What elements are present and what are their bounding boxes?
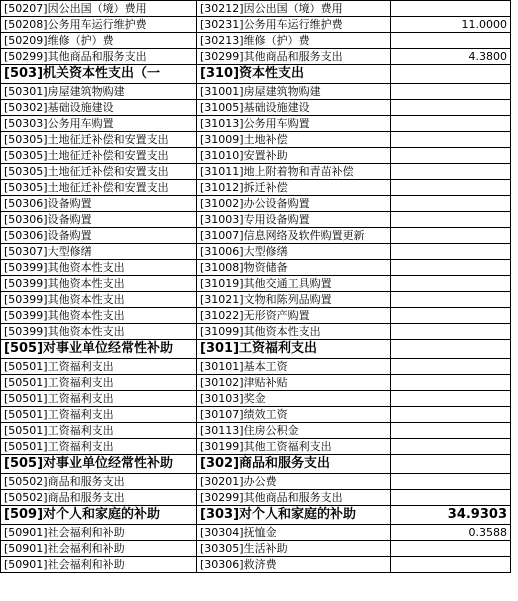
table-row xyxy=(1,17,511,33)
table-row xyxy=(1,100,511,116)
table-row xyxy=(1,260,511,276)
economic-class-cell[interactable]: [50399]其他资本性支出 xyxy=(1,308,197,324)
amount-cell[interactable] xyxy=(391,375,511,391)
category-header-row xyxy=(1,455,511,474)
table-row xyxy=(1,116,511,132)
amount-cell[interactable]: 34.9303 xyxy=(391,506,511,525)
economic-class-cell[interactable]: [50306]设备购置 xyxy=(1,212,197,228)
functional-class-cell[interactable]: [31009]土地补偿 xyxy=(197,132,391,148)
functional-class-cell[interactable]: [31008]物资储备 xyxy=(197,260,391,276)
amount-cell[interactable] xyxy=(391,541,511,557)
economic-class-cell[interactable]: [50305]土地征迁补偿和安置支出 xyxy=(1,164,197,180)
table-row xyxy=(1,292,511,308)
amount-cell[interactable]: 4.3800 xyxy=(391,49,511,65)
functional-class-cell[interactable]: [310]资本性支出 xyxy=(197,65,391,84)
economic-class-cell[interactable]: [50302]基础设施建设 xyxy=(1,100,197,116)
table-row xyxy=(1,196,511,212)
functional-class-cell[interactable]: [30213]维修（护）费 xyxy=(197,33,391,49)
table-row xyxy=(1,49,511,65)
functional-class-cell[interactable]: [31011]地上附着物和青苗补偿 xyxy=(197,164,391,180)
functional-class-cell[interactable]: [31003]专用设备购置 xyxy=(197,212,391,228)
functional-class-cell[interactable]: [31019]其他交通工具购置 xyxy=(197,276,391,292)
amount-cell[interactable] xyxy=(391,84,511,100)
amount-cell[interactable] xyxy=(391,276,511,292)
table-row xyxy=(1,132,511,148)
functional-class-cell[interactable]: [30107]绩效工资 xyxy=(197,407,391,423)
economic-class-cell[interactable]: [50901]社会福利和补助 xyxy=(1,557,197,573)
functional-class-cell[interactable]: [30212]因公出国（境）费用 xyxy=(197,1,391,17)
economic-class-cell[interactable]: [50208]公务用车运行维护费 xyxy=(1,17,197,33)
table-row xyxy=(1,308,511,324)
amount-cell[interactable] xyxy=(391,439,511,455)
economic-class-cell[interactable]: [50501]工资福利支出 xyxy=(1,407,197,423)
table-row xyxy=(1,541,511,557)
economic-class-cell[interactable]: [50501]工资福利支出 xyxy=(1,391,197,407)
category-header-row xyxy=(1,340,511,359)
economic-class-cell[interactable]: [50209]维修（护）费 xyxy=(1,33,197,49)
functional-class-cell[interactable]: [30231]公务用车运行维护费 xyxy=(197,17,391,33)
economic-class-cell[interactable]: [503]机关资本性支出（一 xyxy=(1,65,197,84)
economic-class-cell[interactable]: [50901]社会福利和补助 xyxy=(1,525,197,541)
economic-class-cell[interactable]: [50301]房屋建筑物购建 xyxy=(1,84,197,100)
table-row xyxy=(1,276,511,292)
table-row xyxy=(1,164,511,180)
functional-class-cell[interactable]: [31005]基础设施建设 xyxy=(197,100,391,116)
amount-cell[interactable] xyxy=(391,557,511,573)
economic-class-cell[interactable]: [50501]工资福利支出 xyxy=(1,375,197,391)
amount-cell[interactable] xyxy=(391,292,511,308)
economic-class-cell[interactable]: [50307]大型修缮 xyxy=(1,244,197,260)
functional-class-cell[interactable]: [301]工资福利支出 xyxy=(197,340,391,359)
functional-class-cell[interactable]: [31022]无形资产购置 xyxy=(197,308,391,324)
economic-class-cell[interactable]: [50399]其他资本性支出 xyxy=(1,324,197,340)
functional-class-cell[interactable]: [31021]文物和陈列品购置 xyxy=(197,292,391,308)
functional-class-cell[interactable]: [30305]生活补助 xyxy=(197,541,391,557)
table-row xyxy=(1,84,511,100)
functional-class-cell[interactable]: [31010]安置补助 xyxy=(197,148,391,164)
table-row xyxy=(1,423,511,439)
functional-class-cell[interactable]: [30306]救济费 xyxy=(197,557,391,573)
functional-class-cell[interactable]: [30102]津贴补贴 xyxy=(197,375,391,391)
functional-class-cell[interactable]: [30299]其他商品和服务支出 xyxy=(197,49,391,65)
economic-class-cell[interactable]: [50306]设备购置 xyxy=(1,196,197,212)
amount-cell[interactable] xyxy=(391,324,511,340)
functional-class-cell[interactable]: [30299]其他商品和服务支出 xyxy=(197,490,391,506)
economic-class-cell[interactable]: [50207]因公出国（境）费用 xyxy=(1,1,197,17)
table-row xyxy=(1,439,511,455)
functional-class-cell[interactable]: [31001]房屋建筑物购建 xyxy=(197,84,391,100)
functional-class-cell[interactable]: [31099]其他资本性支出 xyxy=(197,324,391,340)
economic-class-cell[interactable]: [50306]设备购置 xyxy=(1,228,197,244)
amount-cell[interactable] xyxy=(391,100,511,116)
table-row xyxy=(1,33,511,49)
economic-class-cell[interactable]: [50303]公务用车购置 xyxy=(1,116,197,132)
amount-cell[interactable] xyxy=(391,180,511,196)
functional-class-cell[interactable]: [31013]公务用车购置 xyxy=(197,116,391,132)
economic-class-cell[interactable]: [50305]土地征迁补偿和安置支出 xyxy=(1,132,197,148)
table-row xyxy=(1,407,511,423)
amount-cell[interactable] xyxy=(391,116,511,132)
functional-class-cell[interactable]: [31006]大型修缮 xyxy=(197,244,391,260)
economic-class-cell[interactable]: [50901]社会福利和补助 xyxy=(1,541,197,557)
table-row xyxy=(1,525,511,541)
economic-class-cell[interactable]: [50501]工资福利支出 xyxy=(1,439,197,455)
amount-cell[interactable] xyxy=(391,1,511,17)
table-row xyxy=(1,212,511,228)
table-row xyxy=(1,180,511,196)
economic-class-cell[interactable]: [50501]工资福利支出 xyxy=(1,359,197,375)
economic-class-cell[interactable]: [50502]商品和服务支出 xyxy=(1,490,197,506)
table-row xyxy=(1,324,511,340)
budget-table-body xyxy=(1,1,511,573)
table-row xyxy=(1,490,511,506)
table-row xyxy=(1,359,511,375)
amount-cell[interactable] xyxy=(391,308,511,324)
table-row xyxy=(1,228,511,244)
amount-cell[interactable] xyxy=(391,340,511,359)
amount-cell[interactable] xyxy=(391,423,511,439)
functional-class-cell[interactable]: [30304]抚恤金 xyxy=(197,525,391,541)
functional-class-cell[interactable]: [30103]奖金 xyxy=(197,391,391,407)
amount-cell[interactable] xyxy=(391,407,511,423)
economic-class-cell[interactable]: [50305]土地征迁补偿和安置支出 xyxy=(1,180,197,196)
category-header-row xyxy=(1,65,511,84)
table-row xyxy=(1,148,511,164)
economic-class-cell[interactable]: [50501]工资福利支出 xyxy=(1,423,197,439)
amount-cell[interactable] xyxy=(391,359,511,375)
table-row xyxy=(1,375,511,391)
functional-class-cell[interactable]: [30113]住房公积金 xyxy=(197,423,391,439)
amount-cell[interactable] xyxy=(391,391,511,407)
economic-class-cell[interactable]: [50299]其他商品和服务支出 xyxy=(1,49,197,65)
amount-cell[interactable] xyxy=(391,260,511,276)
amount-cell[interactable]: 11.0000 xyxy=(391,17,511,33)
economic-class-cell[interactable]: [509]对个人和家庭的补助 xyxy=(1,506,197,525)
table-row xyxy=(1,391,511,407)
table-row xyxy=(1,1,511,17)
economic-class-cell[interactable]: [50502]商品和服务支出 xyxy=(1,474,197,490)
economic-class-cell[interactable]: [50305]土地征迁补偿和安置支出 xyxy=(1,148,197,164)
functional-class-cell[interactable]: [303]对个人和家庭的补助 xyxy=(197,506,391,525)
economic-class-cell[interactable]: [50399]其他资本性支出 xyxy=(1,276,197,292)
table-row xyxy=(1,474,511,490)
amount-cell[interactable] xyxy=(391,244,511,260)
amount-cell[interactable] xyxy=(391,33,511,49)
amount-cell[interactable] xyxy=(391,455,511,474)
functional-class-cell[interactable]: [30199]其他工资福利支出 xyxy=(197,439,391,455)
amount-cell[interactable] xyxy=(391,490,511,506)
amount-cell[interactable] xyxy=(391,132,511,148)
amount-cell[interactable] xyxy=(391,164,511,180)
table-row xyxy=(1,557,511,573)
amount-cell[interactable] xyxy=(391,65,511,84)
amount-cell[interactable] xyxy=(391,212,511,228)
amount-cell[interactable] xyxy=(391,196,511,212)
economic-class-cell[interactable]: [505]对事业单位经常性补助 xyxy=(1,340,197,359)
functional-class-cell[interactable]: [31012]拆迁补偿 xyxy=(197,180,391,196)
amount-cell[interactable]: 0.3588 xyxy=(391,525,511,541)
functional-class-cell[interactable]: [31002]办公设备购置 xyxy=(197,196,391,212)
table-row xyxy=(1,244,511,260)
economic-class-cell[interactable]: [50399]其他资本性支出 xyxy=(1,260,197,276)
economic-class-cell[interactable]: [50399]其他资本性支出 xyxy=(1,292,197,308)
functional-class-cell[interactable]: [30201]办公费 xyxy=(197,474,391,490)
economic-class-cell[interactable]: [505]对事业单位经常性补助 xyxy=(1,455,197,474)
amount-cell[interactable] xyxy=(391,474,511,490)
functional-class-cell[interactable]: [30101]基本工资 xyxy=(197,359,391,375)
amount-cell[interactable] xyxy=(391,228,511,244)
amount-cell[interactable] xyxy=(391,148,511,164)
functional-class-cell[interactable]: [302]商品和服务支出 xyxy=(197,455,391,474)
category-header-row xyxy=(1,506,511,525)
functional-class-cell[interactable]: [31007]信息网络及软件购置更新 xyxy=(197,228,391,244)
